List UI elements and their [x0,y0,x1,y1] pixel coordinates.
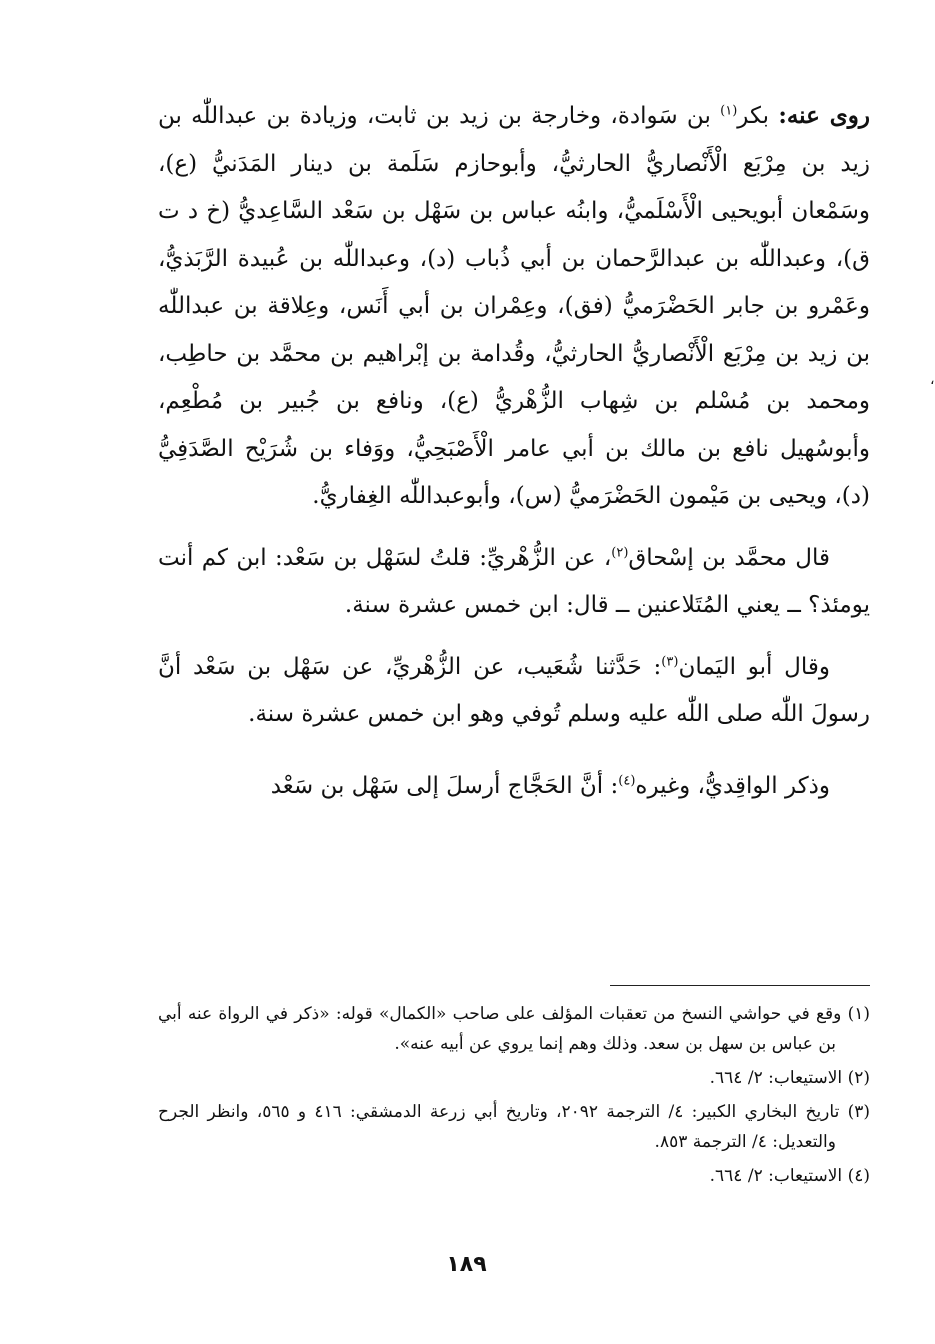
footnote-text: الاستيعاب: ٢/ ٦٦٤. [709,1068,843,1088]
footnote-1 [158,999,870,1059]
page-number: ١٨٩ [446,1252,487,1277]
footnote-2 [158,1063,870,1093]
footnote-3 [158,1097,870,1157]
paragraph-narrators [158,92,870,521]
paragraph-waqidi [158,763,870,811]
footnote-ref-1[interactable]: (١) [720,103,738,119]
section-lead: روى عنه: [778,102,870,129]
footnotes [158,999,870,1195]
footnote-divider [610,985,870,986]
footnote-ref-2[interactable]: (٢) [611,544,629,560]
footnote-text: تاريخ البخاري الكبير: ٤/ الترجمة ٢٠٩٢، وتاريخ أبي زرعة الدمشقي: ٤١٦ و ٥٦٥، وانظر الجرح والتعديل: ٤/ الترجمة ٨٥٣. [158,1102,840,1152]
paragraph-text: بن سَوادة، وخارجة بن زيد بن ثابت، وزيادة بن عبداللّٰه بن زيد بن مِرْبَع الْأَنْصاريُّ الحارثيُّ، وأبوحازم سَلَمة بن دينار المَدَنيُّ (ع)، وسَمْعان أبويحيى الْأَسْلَميُّ، وابنُه عباس بن سَهْل بن سَعْد السَّاعِديُّ (خ د ت ق)، وعبداللّٰه بن عبدالرَّحمان بن أبي ذُباب (د)، وعبداللّٰه بن عُبيدة الرَّبَذيُّ، وعَمْرو بن جابر الحَضْرَميُّ (فق)، وعِمْران بن أبي أَنَس، وعِلاقة بن عبداللّٰه بن زيد بن مِرْبَع الْأَنْصاريُّ الحارثيُّ، وقُدامة بن إبْراهيم بن محمَّد بن حاطِب، ومحمد بن مُسْلم بن شِهاب الزُّهْريُّ (ع)، ونافع بن جُبير بن مُطْعِم، وأبوسُهيل نافع بن مالك بن أبي عامر الْأَصْبَحِيُّ، ووَفاء بن شُرَيْح الصَّدَفِيُّ (د)، ويحيى بن مَيْمون الحَضْرَميُّ (س)، وأبوعبداللّٰه الغِفاريُّ. [158,103,870,509]
footnote-ref-3[interactable]: (٣) [661,653,679,669]
paragraph-text: وقال أبو اليَمان [678,653,830,680]
footnote-number: (٢) [847,1068,870,1088]
paragraph-text: ، عن الزُّهْريِّ: قلتُ لسَهْل بن سَعْد: ابن كم أنت يومئذ؟ ــ يعني المُتَلاعنين ــ قال: ابن خمس عشرة سنة. [158,544,870,618]
main-text [158,92,870,810]
paragraph-text: بكر [737,103,770,129]
footnote-number: (١) [847,1004,870,1024]
margin-mark: ، [930,372,935,388]
paragraph-text: وذكر الواقِديُّ، وغيره [635,772,830,799]
paragraph-text: : أنَّ الحَجَّاج أرسلَ إلى سَهْل بن سَعْد [270,772,619,799]
footnote-ref-4[interactable]: (٤) [618,772,636,788]
paragraph-text: : حَدَّثنا شُعَيب، عن الزُّهْريِّ، عن سَهْل بن سَعْد أنَّ رسولَ اللّٰه صلى اللّٰه عليه وسلم تُوفي وهو ابن خمس عشرة سنة. [158,653,870,727]
footnote-number: (٣) [847,1102,870,1122]
footnote-number: (٤) [847,1166,870,1186]
footnote-text: الاستيعاب: ٢/ ٦٦٤. [709,1166,843,1186]
paragraph-abu-al-yaman [158,644,870,739]
footnote-text: وقع في حواشي النسخ من تعقبات المؤلف على صاحب «الكمال» قوله: «ذكر في الرواة عنه أبي بن عباس بن سهل بن سعد. وذلك وهم إنما يروي عن أبيه عنه». [158,1004,842,1054]
footnote-4 [158,1161,870,1191]
paragraph-text: قال محمَّد بن إسْحاق [628,544,830,571]
paragraph-ibn-ishaq [158,535,870,630]
